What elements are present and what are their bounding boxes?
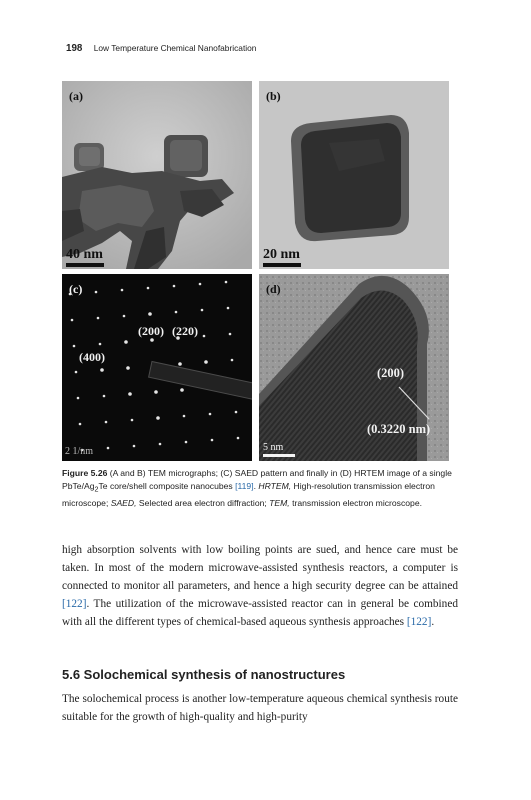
caption-label: Figure 5.26 (62, 468, 108, 478)
diffraction-spot (225, 281, 228, 284)
diffraction-spot (105, 421, 108, 424)
panel-c-image (62, 274, 252, 461)
diffraction-spot (148, 312, 152, 316)
caption-text: transmission electron microscope. (289, 497, 422, 508)
panel-b-label: (b) (266, 89, 281, 103)
diffraction-spot (71, 319, 74, 322)
diffraction-spot (201, 309, 204, 312)
diffraction-spot (73, 345, 76, 348)
figure-caption (62, 467, 458, 510)
diffraction-spot (204, 360, 208, 364)
panel-c-saed-pattern (62, 274, 252, 461)
panel-b-scale-bar (263, 263, 301, 267)
lattice-spacing: (0.3220 nm) (367, 422, 431, 436)
abbreviation-tem: TEM, (269, 497, 290, 508)
panel-d-scale-label: 5 nm (263, 442, 284, 453)
caption-text: (A and B) TEM micrographs; (C) SAED pattern and finally in (D) HRTEM image of a single PbTe/Ag (62, 468, 452, 491)
diffraction-spot (180, 388, 184, 392)
panel-a-image (62, 81, 252, 269)
diffraction-spot (128, 392, 132, 396)
abbreviation-saed: SAED, (110, 497, 137, 508)
page-number: 198 (66, 43, 83, 54)
panel-b-scale-label: 20 nm (263, 247, 300, 262)
diffraction-spot (121, 289, 124, 292)
diffraction-spot (147, 287, 150, 290)
index-200: (200) (138, 324, 164, 338)
caption-subscript: 2 (94, 485, 99, 494)
panel-c-scale-label: 2 1/nm (65, 446, 94, 457)
index-400: (400) (79, 350, 105, 364)
diffraction-spot (133, 445, 136, 448)
diffraction-spot (185, 441, 188, 444)
panel-a-label: (a) (69, 89, 83, 103)
diffraction-spot (100, 368, 104, 372)
diffraction-spot (126, 366, 130, 370)
panel-a-scale-bar (66, 263, 104, 267)
figure-5-26 (62, 81, 447, 461)
diffraction-spot (159, 443, 162, 446)
diffraction-spot (203, 335, 206, 338)
diffraction-spot (124, 340, 128, 344)
diffraction-spot (103, 395, 106, 398)
panel-a-scale-label: 40 nm (66, 247, 103, 262)
diffraction-spot (99, 343, 102, 346)
diffraction-spot (237, 437, 240, 440)
diffraction-spot (235, 411, 238, 414)
diffraction-spot (173, 285, 176, 288)
diffraction-spot (211, 439, 214, 442)
lattice-plane-200: (200) (377, 366, 405, 380)
diffraction-spot (154, 390, 158, 394)
diffraction-spot (229, 333, 232, 336)
diffraction-spot (131, 419, 134, 422)
caption-text: Selected area electron diffraction; (136, 497, 270, 508)
diffraction-spot (209, 413, 212, 416)
diffraction-spot (178, 362, 182, 366)
diffraction-spot (123, 315, 126, 318)
citation-link[interactable]: [122] (406, 616, 432, 628)
diffraction-spot (95, 291, 98, 294)
diffraction-spot (231, 359, 234, 362)
index-220: (220) (172, 324, 198, 338)
caption-text: High-resolution transmission electron microscope; (62, 481, 435, 508)
panel-d-hrtem-image (259, 274, 449, 461)
paragraph-text: high absorption solvents with low boiling points are sued, and hence care must be taken. In most of the modern microwave-assisted synthesis reactors, a computer is connected to monitor all parameters, and hence a high security degree can be attained (62, 544, 458, 592)
diffraction-spot (227, 307, 230, 310)
body-paragraph-2: The solochemical process is another low-temperature aqueous chemical synthesis route suitable for the growth of high-quality and high-purity (62, 693, 458, 723)
diffraction-spot (199, 283, 202, 286)
diffraction-spot (156, 416, 160, 420)
diffraction-spot (107, 447, 110, 450)
diffraction-spot (97, 317, 100, 320)
citation-link[interactable]: [119] (235, 481, 254, 491)
diffraction-spot (75, 371, 78, 374)
panel-b-tem-image (259, 81, 449, 269)
abbreviation-hrtem: HRTEM, (258, 481, 292, 491)
caption-text: Te core/shell composite nanocubes (98, 481, 236, 491)
panel-d-scale-bar (263, 454, 295, 457)
panel-a-tem-image (62, 81, 252, 269)
panel-b-image (259, 81, 449, 269)
page-header (66, 43, 256, 54)
diffraction-spot (183, 415, 186, 418)
citation-link[interactable]: [122] (62, 598, 87, 610)
caption-text: . (253, 481, 259, 491)
diffraction-spot (175, 311, 178, 314)
paragraph-text: . The utilization of the microwave-assisted reactor can in general be combined with all the different types of chemical-based aqueous synthesis approaches (62, 598, 458, 628)
diffraction-spot (77, 397, 80, 400)
section-heading: 5.6 Solochemical synthesis of nanostructures (62, 667, 346, 682)
running-title: Low Temperature Chemical Nanofabrication (93, 43, 257, 53)
diffraction-spot (79, 423, 82, 426)
body-paragraph-1 (62, 541, 458, 631)
paragraph-text: . (431, 616, 435, 628)
panel-d-label: (d) (266, 282, 281, 296)
panel-c-label: (c) (69, 282, 83, 296)
